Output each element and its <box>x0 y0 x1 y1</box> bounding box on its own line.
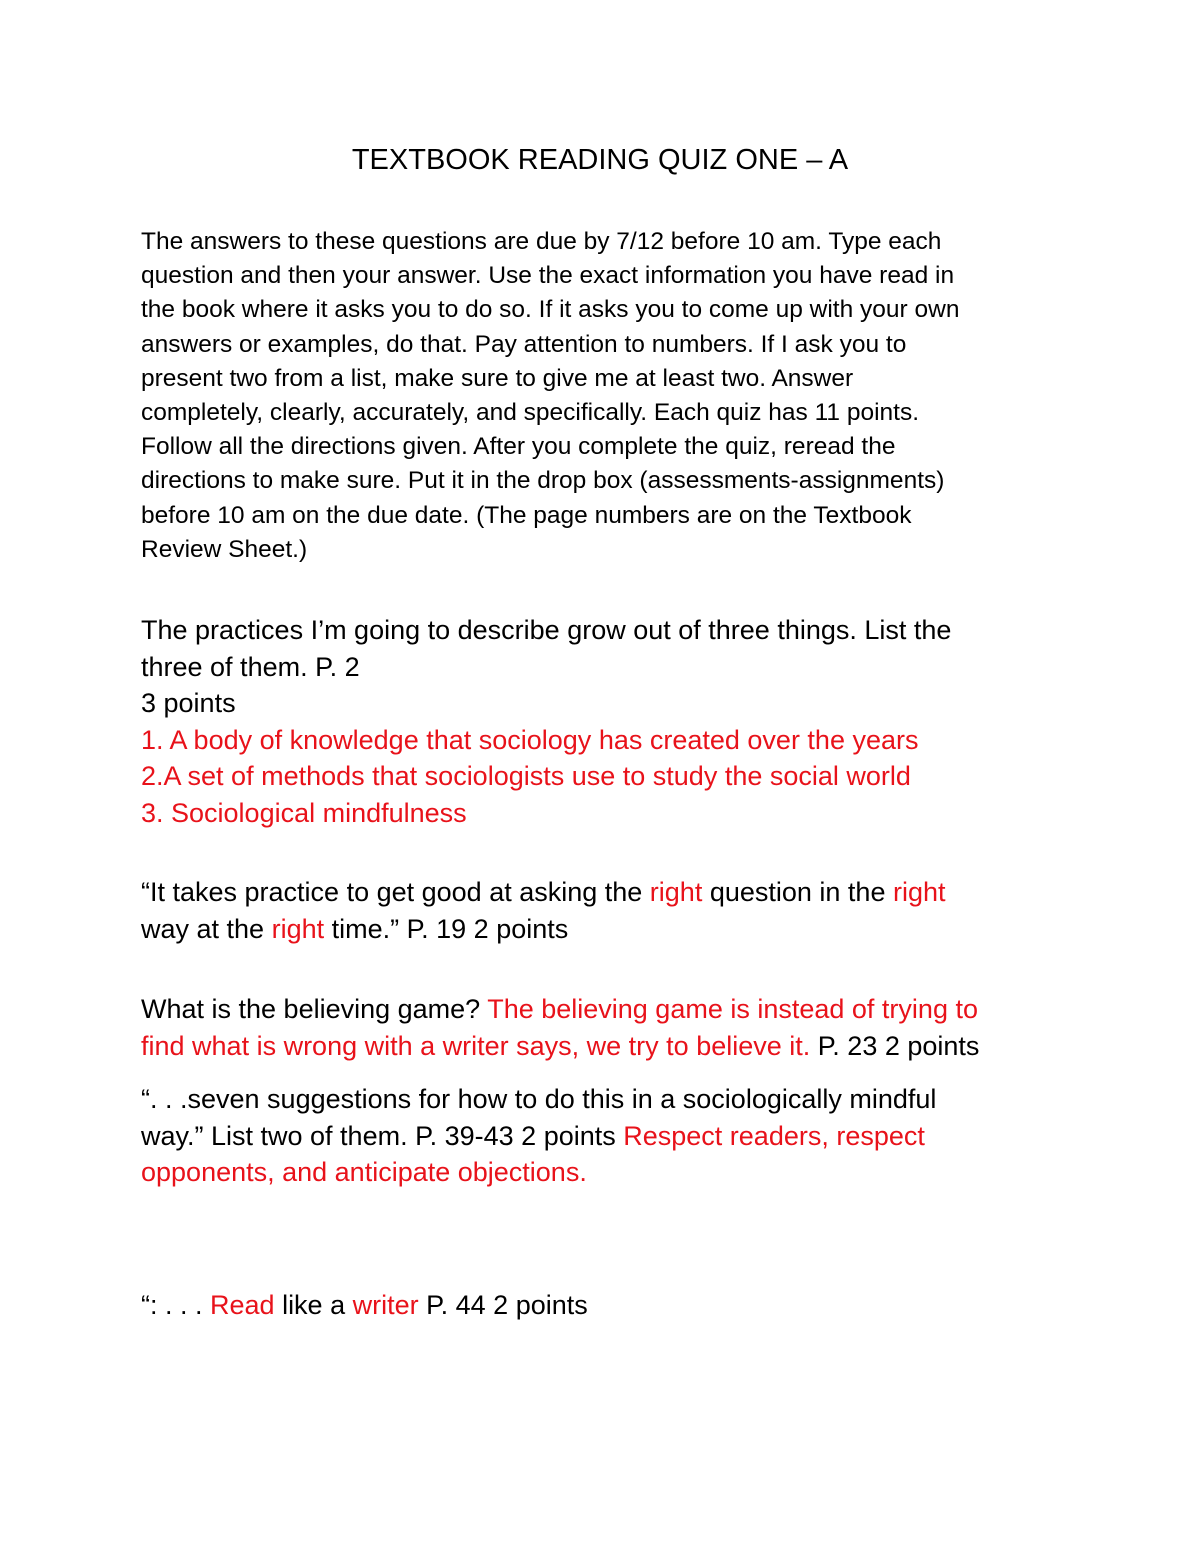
question-1-line: three of them. P. 2 <box>141 651 360 682</box>
instructions-line: Review Sheet.) <box>141 535 308 563</box>
question-5 <box>141 1287 1071 1324</box>
question-4-line-1: “. . .seven suggestions for how to do this in a sociologically mindful <box>141 1084 937 1114</box>
question-1-line: The practices I’m going to describe grow out of three things. List the <box>141 615 952 645</box>
answer-1-item: 2.A set of methods that sociologists use to study the social world <box>141 761 911 792</box>
question-5-line <box>141 1287 1071 1324</box>
answer-4-text: opponents, and anticipate objections. <box>141 1157 587 1188</box>
question-5-text: like a <box>274 1290 353 1320</box>
question-2-text: way at the <box>141 913 272 944</box>
question-1 <box>141 612 1071 832</box>
question-2-text: time.” P. 19 2 points <box>324 913 569 944</box>
answer-word: right <box>892 877 946 907</box>
instructions-line: Follow all the directions given. After you complete the quiz, reread the <box>141 433 896 461</box>
question-2-text: “It takes practice to get good at asking the <box>141 877 650 907</box>
question-3-text: What is the believing game? <box>141 994 488 1024</box>
instructions-paragraph <box>141 225 1071 567</box>
question-5-text: P. 44 2 points <box>418 1290 588 1320</box>
answer-word: writer <box>352 1290 419 1320</box>
instructions-line: The answers to these questions are due by 7/12 before 10 am. Type each <box>141 228 942 255</box>
question-4-text: way.” List two of them. P. 39-43 2 points <box>141 1120 624 1151</box>
question-2-line-2 <box>141 911 1071 948</box>
answer-word: right <box>271 913 325 944</box>
question-2 <box>141 874 1071 947</box>
answer-4-text: Respect readers, respect <box>623 1120 925 1151</box>
answer-3-text: The believing game is instead of trying to <box>487 994 978 1024</box>
question-1-points: 3 points <box>141 688 236 719</box>
instructions-line: question and then your answer. Use the exact information you have read in <box>141 262 955 290</box>
instructions-line: before 10 am on the due date. (The page numbers are on the Textbook <box>141 501 912 529</box>
answer-word: right <box>649 877 703 907</box>
answer-1-item: 3. Sociological mindfulness <box>141 797 467 828</box>
question-3-line-1 <box>141 991 1071 1028</box>
question-2-line-1 <box>141 874 1071 911</box>
instructions-line: present two from a list, make sure to give me at least two. Answer <box>141 364 854 392</box>
answer-1-item: 1. A body of knowledge that sociology has created over the years <box>141 724 919 755</box>
instructions-line: the book where it asks you to do so. If it asks you to come up with your own <box>141 296 960 324</box>
quiz-title: TEXTBOOK READING QUIZ ONE – A <box>351 144 849 176</box>
question-3 <box>141 991 1071 1064</box>
instructions-line: completely, clearly, accurately, and specifically. Each quiz has 11 points. <box>141 399 920 427</box>
instructions-line: directions to make sure. Put it in the drop box (assessments-assignments) <box>141 467 945 495</box>
instructions-line: answers or examples, do that. Pay attention to numbers. If I ask you to <box>141 330 907 358</box>
question-3-line-2 <box>141 1028 1071 1065</box>
question-3-ref: P. 23 2 points <box>810 1030 980 1061</box>
question-5-text: “: . . . <box>141 1290 211 1320</box>
question-4 <box>141 1081 1071 1191</box>
answer-word: Read <box>210 1290 275 1320</box>
question-4-line-2 <box>141 1118 1071 1155</box>
question-2-text: question in the <box>702 877 893 907</box>
answer-3-text: find what is wrong with a writer says, we try to believe it. <box>141 1030 811 1061</box>
